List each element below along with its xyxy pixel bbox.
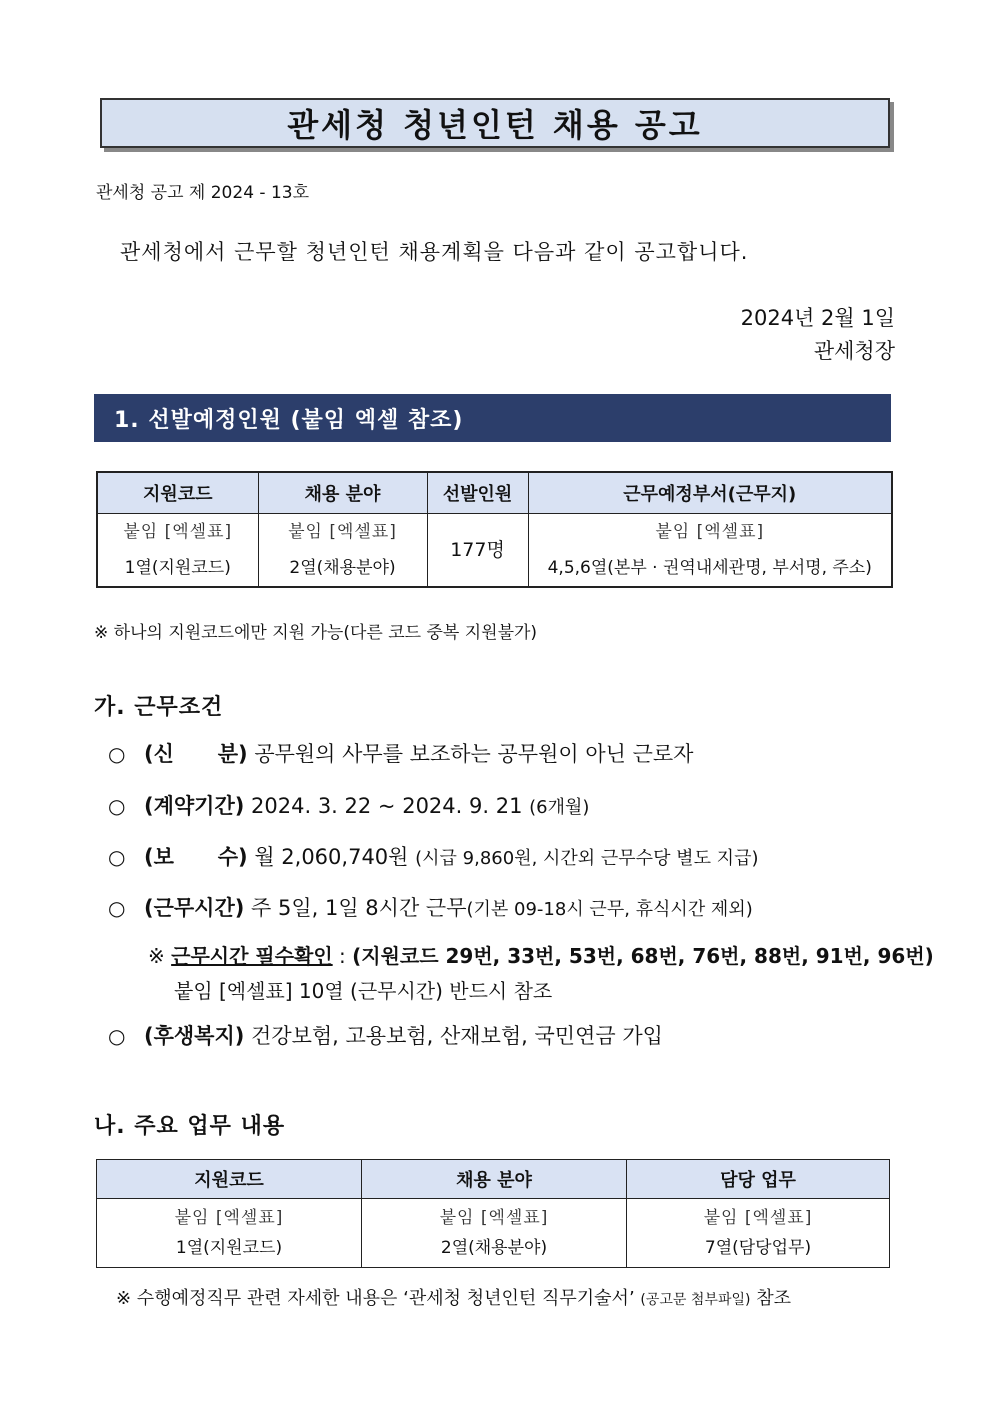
table-cell	[627, 1199, 890, 1268]
table-cell	[362, 1199, 627, 1268]
table-header: 지원코드	[97, 472, 258, 514]
document-title-box	[100, 98, 890, 148]
cell-ref: 붙임 [엑셀표]	[123, 522, 233, 542]
condition-item	[108, 738, 693, 768]
table-header-row	[97, 472, 892, 514]
table-header: 채용 분야	[362, 1160, 627, 1199]
condition-label: (보 수)	[144, 845, 248, 869]
duties-note	[116, 1284, 791, 1310]
selection-table	[96, 471, 893, 588]
condition-label: (계약기간)	[144, 794, 245, 818]
table-cell	[97, 514, 258, 588]
note-main: ※ 수행예정직무 관련 자세한 내용은 ‘관세청 청년인턴 직무기술서’	[116, 1288, 635, 1309]
conditions-heading: 가. 근무조건	[94, 695, 224, 720]
work-hours-note	[148, 940, 934, 969]
table-cell	[528, 514, 892, 588]
note-title: 근무시간 필수확인	[171, 944, 333, 968]
section1-heading: 1. 선발예정인원 (붙임 엑셀 참조)	[94, 394, 891, 442]
table-header: 근무예정부서(근무지)	[528, 472, 892, 514]
table-header: 지원코드	[97, 1160, 362, 1199]
duties-table	[96, 1159, 890, 1268]
notice-number: 관세청 공고 제 2024 - 13호	[96, 183, 310, 203]
notice-date: 2024년 2월 1일	[740, 306, 895, 330]
table-header: 채용 분야	[258, 472, 427, 514]
table-header: 담당 업무	[627, 1160, 890, 1199]
condition-extra: (6개월)	[529, 797, 590, 818]
note-end: 참조	[756, 1288, 791, 1309]
condition-label: (후생복지)	[144, 1024, 245, 1048]
work-hours-note-line2: 붙임 [엑셀표] 10열 (근무시간) 반드시 참조	[174, 979, 553, 1003]
table-row	[97, 1199, 890, 1268]
condition-item	[108, 841, 758, 871]
condition-label: (신 분)	[144, 742, 248, 766]
bullet-icon: ○	[108, 742, 126, 766]
note-codes: (지원코드 29번, 33번, 53번, 68번, 76번, 88번, 91번, 96번)	[352, 944, 934, 968]
note-small: (공고문 첨부파일)	[640, 1292, 751, 1308]
note-colon: :	[332, 944, 353, 968]
condition-item	[108, 1020, 663, 1050]
table-row	[97, 514, 892, 588]
cell-col: 2열(채용분야)	[289, 558, 396, 578]
cell-ref: 붙임 [엑셀표]	[655, 522, 765, 542]
cell-col: 4,5,6열(본부 · 권역내세관명, 부서명, 주소)	[547, 558, 872, 578]
condition-extra: (시급 9,860원, 시간외 근무수당 별도 지급)	[415, 848, 759, 869]
cell-col: 1열(지원코드)	[124, 558, 231, 578]
cell-ref: 붙임 [엑셀표]	[703, 1208, 813, 1228]
cell-col: 7열(담당업무)	[704, 1238, 812, 1258]
condition-text: 주 5일, 1일 8시간 근무	[251, 896, 467, 920]
bullet-icon: ○	[108, 845, 126, 869]
cell-col: 1열(지원코드)	[175, 1238, 283, 1258]
cell-ref: 붙임 [엑셀표]	[288, 522, 397, 542]
intro-text: 관세청에서 근무할 청년인턴 채용계획을 다음과 같이 공고합니다.	[120, 240, 749, 264]
condition-text: 월 2,060,740원	[254, 845, 409, 869]
note-mark: ※	[148, 944, 165, 968]
issuer: 관세청장	[813, 339, 895, 363]
selection-count: 177명	[427, 514, 528, 588]
condition-extra: (기본 09-18시 근무, 휴식시간 제외)	[466, 899, 753, 920]
section1-note: ※ 하나의 지원코드에만 지원 가능(다른 코드 중복 지원불가)	[94, 623, 538, 643]
condition-item	[108, 892, 753, 922]
document-title: 관세청 청년인턴 채용 공고	[287, 106, 703, 144]
table-header-row	[97, 1160, 890, 1199]
cell-col: 2열(채용분야)	[440, 1238, 548, 1258]
condition-text: 건강보험, 고용보험, 산재보험, 국민연금 가입	[251, 1024, 663, 1048]
bullet-icon: ○	[108, 794, 126, 818]
table-cell	[258, 514, 427, 588]
duties-heading: 나. 주요 업무 내용	[94, 1114, 286, 1139]
table-cell	[97, 1199, 362, 1268]
condition-text: 공무원의 사무를 보조하는 공무원이 아닌 근로자	[254, 742, 694, 766]
condition-text: 2024. 3. 22 ~ 2024. 9. 21	[251, 794, 523, 818]
bullet-icon: ○	[108, 896, 126, 920]
cell-ref: 붙임 [엑셀표]	[439, 1208, 549, 1228]
cell-ref: 붙임 [엑셀표]	[174, 1208, 284, 1228]
bullet-icon: ○	[108, 1024, 126, 1048]
condition-item	[108, 790, 589, 820]
condition-label: (근무시간)	[144, 896, 245, 920]
table-header: 선발인원	[427, 472, 528, 514]
